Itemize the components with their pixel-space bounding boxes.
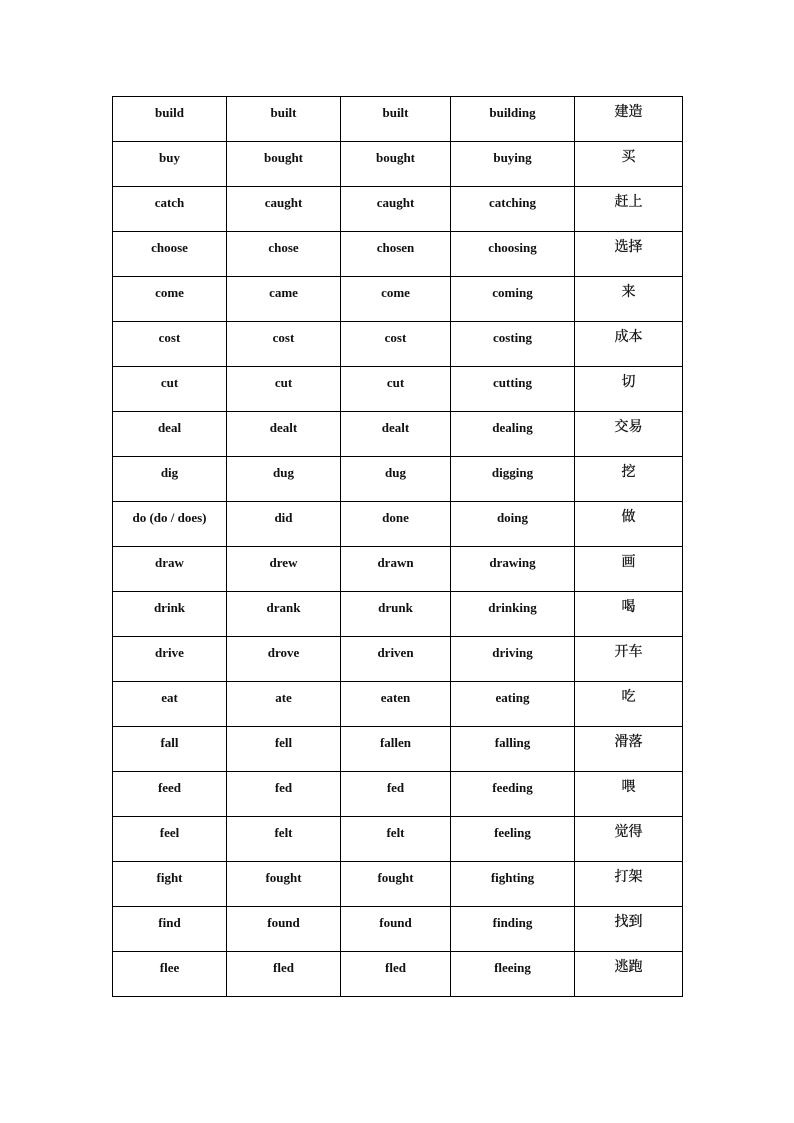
past-participle-cell-text: drunk	[378, 600, 413, 615]
base-form-cell-text: draw	[155, 555, 184, 570]
base-form-cell-text: drink	[153, 600, 186, 615]
chinese-meaning-cell	[575, 817, 683, 862]
past-participle-cell	[341, 547, 451, 592]
base-form-cell-text: buy	[159, 150, 180, 165]
present-participle-cell-text: eating	[495, 690, 530, 705]
past-participle-cell	[341, 907, 451, 952]
past-participle-cell	[341, 772, 451, 817]
past-tense-cell-text: fled	[273, 960, 294, 975]
present-participle-cell	[451, 457, 575, 502]
past-participle-cell	[341, 187, 451, 232]
past-tense-cell	[227, 142, 341, 187]
past-tense-cell	[227, 187, 341, 232]
past-participle-cell-text: bought	[375, 150, 416, 165]
base-form-cell-text: eat	[161, 690, 178, 705]
present-participle-cell	[451, 637, 575, 682]
base-form-cell-text: do (do / does)	[132, 510, 207, 525]
present-participle-cell-text: digging	[491, 465, 534, 480]
present-participle-cell	[451, 232, 575, 277]
past-participle-cell-text: fled	[385, 960, 406, 975]
table-row	[113, 592, 683, 637]
past-participle-cell-text: caught	[376, 195, 415, 210]
base-form-cell-text: catch	[154, 195, 185, 210]
past-participle-cell	[341, 322, 451, 367]
base-form-cell	[113, 457, 227, 502]
past-tense-cell	[227, 232, 341, 277]
base-form-cell	[113, 142, 227, 187]
chinese-meaning-cell-text: 喂	[621, 779, 636, 795]
table-row	[113, 187, 683, 232]
base-form-cell-text: feel	[159, 825, 180, 840]
table-row	[113, 772, 683, 817]
chinese-meaning-cell	[575, 502, 683, 547]
present-participle-cell	[451, 817, 575, 862]
chinese-meaning-cell	[575, 367, 683, 412]
chinese-meaning-cell-text: 选择	[614, 239, 643, 255]
past-participle-cell-text: built	[382, 105, 409, 120]
base-form-cell	[113, 277, 227, 322]
past-tense-cell-text: fought	[265, 870, 302, 885]
chinese-meaning-cell	[575, 637, 683, 682]
base-form-cell	[113, 367, 227, 412]
past-participle-cell-text: drawn	[377, 555, 414, 570]
past-tense-cell	[227, 457, 341, 502]
present-participle-cell-text: fighting	[490, 870, 535, 885]
past-tense-cell	[227, 412, 341, 457]
chinese-meaning-cell	[575, 592, 683, 637]
present-participle-cell-text: falling	[494, 735, 531, 750]
past-participle-cell	[341, 367, 451, 412]
past-participle-cell-text: felt	[386, 825, 405, 840]
past-participle-cell	[341, 952, 451, 997]
irregular-verb-table	[112, 96, 683, 997]
table-row	[113, 277, 683, 322]
present-participle-cell	[451, 142, 575, 187]
base-form-cell	[113, 412, 227, 457]
table-row	[113, 97, 683, 142]
past-participle-cell	[341, 817, 451, 862]
present-participle-cell	[451, 862, 575, 907]
base-form-cell-text: cost	[158, 330, 181, 345]
table-row	[113, 907, 683, 952]
base-form-cell	[113, 502, 227, 547]
base-form-cell-text: come	[155, 285, 184, 300]
present-participle-cell	[451, 187, 575, 232]
past-participle-cell-text: cut	[386, 375, 405, 390]
chinese-meaning-cell-text: 挖	[621, 464, 636, 480]
table-row	[113, 502, 683, 547]
chinese-meaning-cell-text: 切	[621, 374, 636, 390]
chinese-meaning-cell	[575, 682, 683, 727]
past-tense-cell	[227, 547, 341, 592]
present-participle-cell-text: choosing	[488, 240, 537, 255]
past-tense-cell-text: cost	[272, 330, 295, 345]
past-participle-cell-text: fed	[386, 780, 405, 795]
past-tense-cell-text: bought	[263, 150, 304, 165]
chinese-meaning-cell-text: 喝	[621, 599, 636, 615]
chinese-meaning-cell-text: 吃	[621, 689, 636, 705]
base-form-cell	[113, 907, 227, 952]
present-participle-cell-text: building	[489, 105, 536, 120]
present-participle-cell-text: coming	[492, 285, 533, 300]
past-tense-cell	[227, 862, 341, 907]
base-form-cell-text: cut	[160, 375, 179, 390]
present-participle-cell-text: drawing	[489, 555, 536, 570]
past-tense-cell-text: cut	[274, 375, 293, 390]
past-tense-cell-text: came	[269, 285, 298, 300]
chinese-meaning-cell-text: 觉得	[614, 824, 643, 840]
base-form-cell	[113, 547, 227, 592]
present-participle-cell	[451, 97, 575, 142]
base-form-cell-text: feed	[157, 780, 182, 795]
present-participle-cell-text: buying	[493, 150, 532, 165]
past-participle-cell	[341, 97, 451, 142]
present-participle-cell-text: drinking	[488, 600, 537, 615]
past-tense-cell-text: drew	[269, 555, 298, 570]
base-form-cell	[113, 322, 227, 367]
base-form-cell	[113, 772, 227, 817]
past-tense-cell-text: dug	[273, 465, 294, 480]
present-participle-cell-text: fleeing	[494, 960, 531, 975]
past-participle-cell-text: fought	[377, 870, 414, 885]
table-row	[113, 637, 683, 682]
past-participle-cell	[341, 502, 451, 547]
past-tense-cell	[227, 727, 341, 772]
table-row	[113, 817, 683, 862]
table-row	[113, 367, 683, 412]
chinese-meaning-cell	[575, 457, 683, 502]
present-participle-cell	[451, 547, 575, 592]
chinese-meaning-cell	[575, 772, 683, 817]
base-form-cell-text: flee	[159, 960, 180, 975]
base-form-cell	[113, 637, 227, 682]
present-participle-cell-text: dealing	[492, 420, 533, 435]
present-participle-cell-text: feeling	[494, 825, 531, 840]
present-participle-cell	[451, 277, 575, 322]
present-participle-cell-text: cutting	[493, 375, 532, 390]
chinese-meaning-cell	[575, 907, 683, 952]
chinese-meaning-cell	[575, 232, 683, 277]
past-tense-cell-text: built	[270, 105, 297, 120]
base-form-cell-text: deal	[157, 420, 182, 435]
table-row	[113, 142, 683, 187]
past-tense-cell-text: dealt	[269, 420, 298, 435]
table-row	[113, 547, 683, 592]
table-row	[113, 952, 683, 997]
present-participle-cell	[451, 952, 575, 997]
chinese-meaning-cell-text: 做	[621, 509, 636, 525]
base-form-cell-text: fall	[160, 735, 179, 750]
past-tense-cell-text: fell	[274, 735, 293, 750]
chinese-meaning-cell	[575, 862, 683, 907]
present-participle-cell-text: catching	[489, 195, 536, 210]
base-form-cell	[113, 232, 227, 277]
table-row	[113, 727, 683, 772]
past-participle-cell	[341, 727, 451, 772]
chinese-meaning-cell-text: 成本	[614, 329, 643, 345]
present-participle-cell	[451, 772, 575, 817]
past-participle-cell	[341, 862, 451, 907]
base-form-cell	[113, 862, 227, 907]
chinese-meaning-cell	[575, 322, 683, 367]
past-tense-cell-text: felt	[274, 825, 293, 840]
present-participle-cell	[451, 502, 575, 547]
past-tense-cell	[227, 592, 341, 637]
base-form-cell	[113, 727, 227, 772]
past-participle-cell	[341, 682, 451, 727]
past-tense-cell	[227, 367, 341, 412]
table-row	[113, 682, 683, 727]
past-participle-cell-text: dealt	[381, 420, 410, 435]
past-participle-cell	[341, 277, 451, 322]
chinese-meaning-cell-text: 建造	[614, 104, 643, 120]
chinese-meaning-cell-text: 逃跑	[614, 959, 643, 975]
base-form-cell	[113, 682, 227, 727]
chinese-meaning-cell	[575, 142, 683, 187]
past-participle-cell	[341, 592, 451, 637]
chinese-meaning-cell-text: 来	[621, 284, 636, 300]
past-tense-cell-text: ate	[275, 690, 292, 705]
table-row	[113, 862, 683, 907]
past-tense-cell	[227, 772, 341, 817]
past-tense-cell-text: found	[267, 915, 300, 930]
past-participle-cell	[341, 412, 451, 457]
past-tense-cell	[227, 277, 341, 322]
past-participle-cell	[341, 457, 451, 502]
present-participle-cell	[451, 727, 575, 772]
base-form-cell	[113, 97, 227, 142]
chinese-meaning-cell-text: 滑落	[614, 734, 643, 750]
present-participle-cell	[451, 322, 575, 367]
past-participle-cell	[341, 637, 451, 682]
past-tense-cell-text: did	[274, 510, 293, 525]
past-tense-cell-text: chose	[268, 240, 299, 255]
past-participle-cell-text: done	[382, 510, 409, 525]
past-tense-cell	[227, 952, 341, 997]
chinese-meaning-cell-text: 买	[621, 149, 636, 165]
present-participle-cell	[451, 682, 575, 727]
present-participle-cell-text: driving	[492, 645, 533, 660]
chinese-meaning-cell	[575, 727, 683, 772]
present-participle-cell-text: feeding	[492, 780, 533, 795]
past-tense-cell-text: drove	[267, 645, 300, 660]
past-participle-cell-text: chosen	[376, 240, 415, 255]
verb-table-body	[113, 97, 683, 997]
past-participle-cell-text: found	[379, 915, 412, 930]
present-participle-cell-text: finding	[492, 915, 533, 930]
present-participle-cell	[451, 412, 575, 457]
past-participle-cell-text: cost	[384, 330, 407, 345]
present-participle-cell	[451, 367, 575, 412]
past-participle-cell-text: driven	[377, 645, 414, 660]
chinese-meaning-cell-text: 交易	[614, 419, 643, 435]
past-participle-cell	[341, 142, 451, 187]
chinese-meaning-cell-text: 画	[621, 554, 636, 570]
past-tense-cell	[227, 682, 341, 727]
chinese-meaning-cell	[575, 277, 683, 322]
chinese-meaning-cell-text: 找到	[614, 914, 643, 930]
chinese-meaning-cell	[575, 952, 683, 997]
past-tense-cell	[227, 322, 341, 367]
table-row	[113, 232, 683, 277]
past-tense-cell	[227, 817, 341, 862]
past-participle-cell-text: come	[381, 285, 410, 300]
chinese-meaning-cell	[575, 547, 683, 592]
past-tense-cell-text: fed	[274, 780, 293, 795]
table-row	[113, 412, 683, 457]
present-participle-cell	[451, 907, 575, 952]
base-form-cell-text: drive	[155, 645, 184, 660]
chinese-meaning-cell	[575, 187, 683, 232]
past-tense-cell	[227, 502, 341, 547]
chinese-meaning-cell-text: 赶上	[614, 194, 643, 210]
past-tense-cell-text: drank	[266, 600, 301, 615]
past-participle-cell-text: eaten	[380, 690, 411, 705]
base-form-cell-text: build	[155, 105, 184, 120]
base-form-cell-text: choose	[151, 240, 188, 255]
present-participle-cell-text: doing	[496, 510, 529, 525]
base-form-cell	[113, 817, 227, 862]
table-row	[113, 457, 683, 502]
chinese-meaning-cell	[575, 412, 683, 457]
chinese-meaning-cell-text: 开车	[614, 644, 643, 660]
base-form-cell-text: fight	[156, 870, 183, 885]
base-form-cell	[113, 952, 227, 997]
base-form-cell-text: find	[158, 915, 181, 930]
past-tense-cell	[227, 97, 341, 142]
base-form-cell	[113, 592, 227, 637]
base-form-cell-text: dig	[160, 465, 179, 480]
past-tense-cell-text: caught	[264, 195, 303, 210]
present-participle-cell	[451, 592, 575, 637]
past-participle-cell-text: fallen	[379, 735, 412, 750]
base-form-cell	[113, 187, 227, 232]
past-participle-cell-text: dug	[385, 465, 406, 480]
table-row	[113, 322, 683, 367]
past-tense-cell	[227, 637, 341, 682]
chinese-meaning-cell-text: 打架	[614, 869, 643, 885]
chinese-meaning-cell	[575, 97, 683, 142]
present-participle-cell-text: costing	[493, 330, 532, 345]
past-tense-cell	[227, 907, 341, 952]
past-participle-cell	[341, 232, 451, 277]
